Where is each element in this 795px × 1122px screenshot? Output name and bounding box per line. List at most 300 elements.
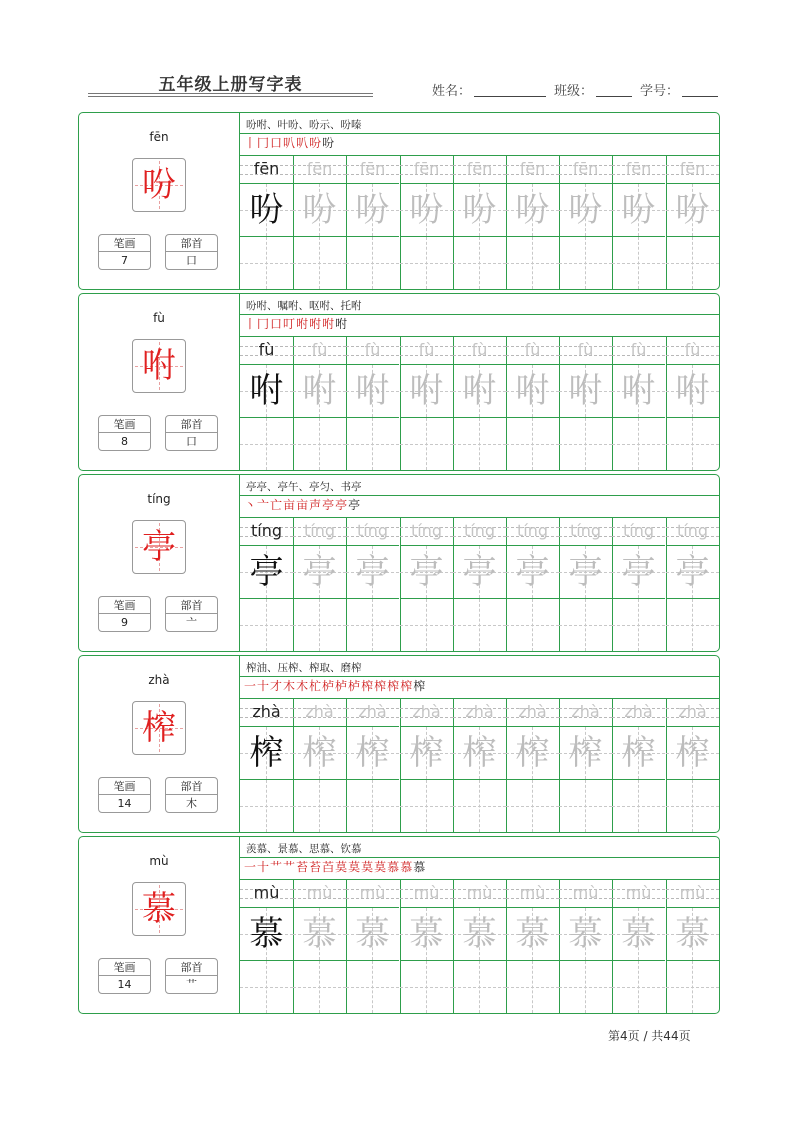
blank-practice-cell[interactable] — [293, 960, 346, 1013]
pinyin-trace: mù — [519, 883, 546, 902]
practice-column — [453, 518, 506, 651]
blank-practice-cell[interactable] — [612, 236, 665, 289]
char-trace: 吩 — [409, 190, 444, 230]
strokes-box — [98, 777, 151, 813]
blank-practice-cell[interactable] — [400, 779, 453, 832]
pinyin-cell[interactable] — [346, 699, 399, 726]
blank-practice-cell[interactable] — [612, 598, 665, 651]
practice-column — [506, 156, 559, 289]
stroke-step: 亩 — [296, 498, 310, 512]
character-card — [78, 655, 720, 833]
character-card — [78, 112, 720, 290]
pinyin-trace: fù — [418, 340, 435, 359]
practice-column — [559, 518, 612, 651]
pinyin-cell[interactable] — [506, 518, 559, 545]
char-trace: 榨 — [568, 733, 603, 773]
stroke-step: 榨 — [413, 679, 427, 693]
class-blank[interactable] — [596, 83, 632, 97]
pinyin-cell[interactable] — [293, 880, 346, 907]
stroke-step: 莫 — [335, 860, 349, 874]
pinyin-cell[interactable] — [400, 518, 453, 545]
char-trace: 亭 — [302, 552, 337, 592]
blank-practice-cell[interactable] — [559, 960, 612, 1013]
pinyin-trace: mù — [625, 883, 652, 902]
practice-column — [346, 518, 399, 651]
char-cell[interactable] — [453, 183, 506, 236]
pinyin-trace: fēn — [413, 159, 440, 178]
char-cell[interactable] — [612, 364, 665, 417]
pinyin-cell[interactable] — [400, 699, 453, 726]
pinyin-cell[interactable] — [506, 337, 559, 364]
char-trace: 亭 — [621, 552, 656, 592]
practice-column — [240, 518, 293, 651]
blank-practice-cell[interactable] — [506, 417, 559, 470]
blank-practice-cell[interactable] — [453, 960, 506, 1013]
blank-practice-cell[interactable] — [666, 960, 719, 1013]
blank-practice-cell[interactable] — [612, 417, 665, 470]
char-cell[interactable] — [293, 907, 346, 960]
char-trace: 慕 — [409, 914, 444, 954]
practice-column — [666, 880, 719, 1013]
pinyin-cell[interactable] — [559, 699, 612, 726]
pinyin-trace: fù — [364, 340, 381, 359]
char-cell[interactable] — [612, 907, 665, 960]
pinyin-cell[interactable] — [240, 518, 293, 545]
char-trace: 榨 — [355, 733, 390, 773]
stroke-step: 栌 — [335, 679, 349, 693]
char-trace: 咐 — [621, 371, 656, 411]
pinyin-sample: zhà — [252, 702, 281, 721]
practice-column — [666, 156, 719, 289]
practice-column — [612, 156, 665, 289]
stroke-step: 叮 — [283, 317, 297, 331]
stroke-step: 榨 — [374, 679, 388, 693]
char-trace: 吩 — [515, 190, 550, 230]
char-sample: 咐 — [249, 371, 284, 411]
practice-column — [506, 880, 559, 1013]
character-card — [78, 836, 720, 1014]
char-cell[interactable] — [559, 545, 612, 598]
pinyin-cell[interactable] — [612, 518, 665, 545]
blank-practice-cell[interactable] — [346, 236, 399, 289]
char-sample: 吩 — [249, 190, 284, 230]
blank-practice-cell[interactable] — [666, 779, 719, 832]
pinyin-trace: fù — [684, 340, 701, 359]
char-cell[interactable] — [346, 545, 399, 598]
blank-practice-cell[interactable] — [453, 236, 506, 289]
radical-box — [165, 958, 218, 994]
char-trace: 榨 — [302, 733, 337, 773]
pinyin-trace: zhà — [305, 702, 334, 721]
blank-practice-cell[interactable] — [506, 598, 559, 651]
pinyin-trace: tíng — [410, 521, 442, 540]
pinyin-trace: tíng — [463, 521, 495, 540]
char-cell[interactable] — [240, 545, 293, 598]
pinyin-cell[interactable] — [559, 880, 612, 907]
pinyin-trace: mù — [466, 883, 493, 902]
stroke-step: 艹 — [270, 860, 284, 874]
radical-value: 口 — [186, 254, 197, 267]
blank-practice-cell[interactable] — [346, 417, 399, 470]
blank-practice-cell[interactable] — [400, 960, 453, 1013]
blank-practice-cell[interactable] — [400, 598, 453, 651]
radical-label: 部首 — [166, 959, 217, 976]
pinyin-trace: zhà — [412, 702, 441, 721]
char-display-box — [132, 339, 186, 393]
char-cell[interactable] — [666, 364, 719, 417]
stroke-step: 吩 — [309, 136, 323, 150]
char-info-panel — [79, 837, 239, 1013]
char-trace: 亭 — [409, 552, 444, 592]
radical-label: 部首 — [166, 597, 217, 614]
blank-practice-cell[interactable] — [612, 779, 665, 832]
stroke-step: 十 — [257, 860, 271, 874]
stroke-step: 丨 — [244, 136, 258, 150]
page-number: 第4页 / 共44页 — [608, 1029, 691, 1043]
pinyin-trace: fù — [630, 340, 647, 359]
char-display: 慕 — [142, 889, 176, 929]
char-cell[interactable] — [240, 726, 293, 779]
pinyin-cell[interactable] — [666, 880, 719, 907]
pinyin-cell[interactable] — [240, 156, 293, 183]
char-cell[interactable] — [559, 907, 612, 960]
pinyin-cell[interactable] — [400, 156, 453, 183]
char-cell[interactable] — [666, 183, 719, 236]
char-cell[interactable] — [612, 726, 665, 779]
stroke-step: 咐 — [335, 317, 349, 331]
stroke-step: 莫 — [374, 860, 388, 874]
pinyin-trace: fēn — [625, 159, 652, 178]
char-cell[interactable] — [400, 907, 453, 960]
blank-practice-cell[interactable] — [293, 779, 346, 832]
stroke-step: 吩 — [322, 136, 336, 150]
practice-column — [559, 880, 612, 1013]
stroke-step: 慕 — [400, 860, 414, 874]
blank-practice-cell[interactable] — [240, 779, 293, 832]
stroke-step: 木 — [283, 679, 297, 693]
blank-practice-cell[interactable] — [346, 598, 399, 651]
char-display-box — [132, 158, 186, 212]
number-blank[interactable] — [682, 83, 718, 97]
char-trace: 咐 — [462, 371, 497, 411]
pinyin-sample: fēn — [253, 159, 280, 178]
blank-practice-cell[interactable] — [240, 236, 293, 289]
char-cell[interactable] — [506, 364, 559, 417]
char-trace: 慕 — [621, 914, 656, 954]
pinyin-cell[interactable] — [612, 699, 665, 726]
char-cell[interactable] — [666, 545, 719, 598]
char-cell[interactable] — [506, 545, 559, 598]
practice-column — [559, 156, 612, 289]
stroke-step: 一 — [244, 679, 258, 693]
strokes-box — [98, 596, 151, 632]
char-cell[interactable] — [612, 545, 665, 598]
pinyin-trace: mù — [413, 883, 440, 902]
char-cell[interactable] — [346, 364, 399, 417]
pinyin-cell[interactable] — [666, 156, 719, 183]
blank-practice-cell[interactable] — [400, 236, 453, 289]
strokes-box — [98, 234, 151, 270]
pinyin-cell[interactable] — [346, 518, 399, 545]
blank-practice-cell[interactable] — [666, 236, 719, 289]
char-trace: 亭 — [568, 552, 603, 592]
char-cell[interactable] — [240, 364, 293, 417]
char-cell[interactable] — [559, 364, 612, 417]
stroke-step: 亡 — [270, 498, 284, 512]
char-cell[interactable] — [666, 726, 719, 779]
stroke-step: 亭 — [322, 498, 336, 512]
char-cell[interactable] — [506, 726, 559, 779]
stroke-step: 莫 — [348, 860, 362, 874]
strokes-box — [98, 958, 151, 994]
stroke-step: 慕 — [413, 860, 427, 874]
blank-practice-cell[interactable] — [506, 960, 559, 1013]
char-cell[interactable] — [346, 907, 399, 960]
pinyin-trace: fù — [524, 340, 541, 359]
blank-practice-cell[interactable] — [453, 417, 506, 470]
stroke-step: 咐 — [296, 317, 310, 331]
pinyin-cell[interactable] — [612, 880, 665, 907]
blank-practice-cell[interactable] — [506, 779, 559, 832]
practice-panel — [240, 837, 719, 1013]
char-trace: 咐 — [302, 371, 337, 411]
char-pinyin: fēn — [149, 130, 169, 144]
pinyin-trace: fēn — [519, 159, 546, 178]
char-display-box — [132, 701, 186, 755]
character-card — [78, 474, 720, 652]
pinyin-cell[interactable] — [612, 156, 665, 183]
stroke-step: 冂 — [257, 317, 271, 331]
pinyin-cell[interactable] — [453, 518, 506, 545]
pinyin-cell[interactable] — [453, 880, 506, 907]
char-cell[interactable] — [400, 545, 453, 598]
pinyin-cell[interactable] — [559, 518, 612, 545]
pinyin-cell[interactable] — [453, 337, 506, 364]
blank-practice-cell[interactable] — [453, 598, 506, 651]
char-cell[interactable] — [453, 907, 506, 960]
blank-practice-cell[interactable] — [666, 417, 719, 470]
char-cell[interactable] — [559, 183, 612, 236]
blank-practice-cell[interactable] — [506, 236, 559, 289]
pinyin-cell[interactable] — [666, 699, 719, 726]
char-trace: 咐 — [515, 371, 550, 411]
char-cell[interactable] — [293, 726, 346, 779]
char-display-box — [132, 520, 186, 574]
pinyin-cell[interactable] — [240, 699, 293, 726]
blank-practice-cell[interactable] — [453, 779, 506, 832]
char-cell[interactable] — [666, 907, 719, 960]
pinyin-trace: fēn — [572, 159, 599, 178]
practice-column — [400, 518, 453, 651]
pinyin-trace: zhà — [358, 702, 387, 721]
practice-column — [400, 156, 453, 289]
stroke-step: 咐 — [309, 317, 323, 331]
practice-column — [346, 337, 399, 470]
blank-practice-cell[interactable] — [559, 236, 612, 289]
char-display: 亭 — [142, 527, 176, 567]
blank-practice-cell[interactable] — [400, 417, 453, 470]
blank-practice-cell[interactable] — [240, 960, 293, 1013]
blank-practice-cell[interactable] — [666, 598, 719, 651]
practice-grid — [240, 518, 719, 651]
pinyin-cell[interactable] — [293, 518, 346, 545]
name-blank[interactable] — [474, 83, 546, 97]
strokes-label: 笔画 — [99, 959, 150, 976]
title-underline-double — [88, 96, 373, 97]
pinyin-cell[interactable] — [506, 880, 559, 907]
char-trace: 慕 — [355, 914, 390, 954]
practice-column — [612, 337, 665, 470]
blank-practice-cell[interactable] — [240, 598, 293, 651]
pinyin-cell[interactable] — [612, 337, 665, 364]
word-examples: 羡慕、景慕、思慕、钦慕 — [246, 843, 362, 855]
char-trace: 亭 — [515, 552, 550, 592]
pinyin-cell[interactable] — [240, 337, 293, 364]
char-sample: 慕 — [249, 914, 284, 954]
pinyin-cell[interactable] — [453, 156, 506, 183]
practice-column — [293, 518, 346, 651]
char-cell[interactable] — [293, 364, 346, 417]
blank-practice-cell[interactable] — [346, 779, 399, 832]
pinyin-cell[interactable] — [293, 156, 346, 183]
pinyin-cell[interactable] — [506, 699, 559, 726]
char-cell[interactable] — [293, 545, 346, 598]
strokes-count: 7 — [121, 254, 128, 267]
pinyin-cell[interactable] — [666, 518, 719, 545]
stroke-step: 叭 — [296, 136, 310, 150]
stroke-step: 苔 — [309, 860, 323, 874]
pinyin-cell[interactable] — [240, 880, 293, 907]
practice-column — [240, 156, 293, 289]
char-cell[interactable] — [559, 726, 612, 779]
pinyin-cell[interactable] — [400, 337, 453, 364]
practice-column — [400, 880, 453, 1013]
char-cell[interactable] — [453, 545, 506, 598]
pinyin-cell[interactable] — [293, 337, 346, 364]
practice-column — [559, 337, 612, 470]
radical-label: 部首 — [166, 416, 217, 433]
blank-practice-cell[interactable] — [293, 236, 346, 289]
char-cell[interactable] — [506, 183, 559, 236]
pinyin-cell[interactable] — [559, 337, 612, 364]
char-trace: 吩 — [355, 190, 390, 230]
pinyin-trace: tíng — [569, 521, 601, 540]
char-cell[interactable] — [453, 726, 506, 779]
char-cell[interactable] — [400, 183, 453, 236]
pinyin-cell[interactable] — [346, 337, 399, 364]
char-trace: 慕 — [675, 914, 710, 954]
pinyin-cell[interactable] — [559, 156, 612, 183]
radical-box — [165, 234, 218, 270]
radical-box — [165, 596, 218, 632]
pinyin-trace: tíng — [622, 521, 654, 540]
blank-practice-cell[interactable] — [559, 417, 612, 470]
strokes-count: 8 — [121, 435, 128, 448]
pinyin-cell[interactable] — [506, 156, 559, 183]
number-field — [640, 80, 718, 99]
strokes-count: 9 — [121, 616, 128, 629]
strokes-label: 笔画 — [99, 416, 150, 433]
stroke-step: 榨 — [400, 679, 414, 693]
blank-practice-cell[interactable] — [293, 417, 346, 470]
char-pinyin: mù — [149, 854, 169, 868]
pinyin-sample: mù — [253, 883, 280, 902]
char-display: 吩 — [142, 165, 176, 205]
stroke-step: 咐 — [322, 317, 336, 331]
stroke-order — [244, 314, 348, 334]
blank-practice-cell[interactable] — [346, 960, 399, 1013]
char-cell[interactable] — [506, 907, 559, 960]
char-trace: 榨 — [675, 733, 710, 773]
word-examples: 榨油、压榨、榨取、磨榨 — [246, 662, 362, 674]
char-trace: 榨 — [515, 733, 550, 773]
stroke-step: 口 — [270, 136, 284, 150]
practice-column — [453, 337, 506, 470]
pinyin-cell[interactable] — [346, 156, 399, 183]
char-cell[interactable] — [346, 726, 399, 779]
pinyin-trace: mù — [359, 883, 386, 902]
practice-panel — [240, 475, 719, 651]
pinyin-cell[interactable] — [346, 880, 399, 907]
pinyin-cell[interactable] — [453, 699, 506, 726]
char-cell[interactable] — [240, 907, 293, 960]
pinyin-cell[interactable] — [666, 337, 719, 364]
blank-practice-cell[interactable] — [559, 598, 612, 651]
number-label: 学号： — [640, 84, 680, 99]
practice-column — [453, 880, 506, 1013]
pinyin-sample: fù — [258, 340, 275, 359]
pinyin-trace: zhà — [518, 702, 547, 721]
pinyin-trace: zhà — [465, 702, 494, 721]
pinyin-trace: tíng — [356, 521, 388, 540]
strokes-count: 14 — [117, 978, 132, 991]
pinyin-trace: fēn — [679, 159, 706, 178]
char-cell[interactable] — [453, 364, 506, 417]
strokes-count: 14 — [117, 797, 132, 810]
page-header — [0, 0, 795, 110]
pinyin-trace: zhà — [624, 702, 653, 721]
blank-practice-cell[interactable] — [240, 417, 293, 470]
stroke-step: 艹 — [283, 860, 297, 874]
practice-column — [666, 518, 719, 651]
practice-column — [346, 880, 399, 1013]
char-cell[interactable] — [400, 726, 453, 779]
stroke-step: 木 — [296, 679, 310, 693]
char-pinyin: tíng — [147, 492, 171, 506]
class-label: 班级： — [554, 84, 594, 99]
pinyin-trace: zhà — [678, 702, 707, 721]
blank-practice-cell[interactable] — [612, 960, 665, 1013]
pinyin-cell[interactable] — [400, 880, 453, 907]
char-cell[interactable] — [400, 364, 453, 417]
pinyin-trace: mù — [679, 883, 706, 902]
stroke-step: 苔 — [296, 860, 310, 874]
practice-column — [666, 699, 719, 832]
char-cell[interactable] — [240, 183, 293, 236]
radical-label: 部首 — [166, 778, 217, 795]
blank-practice-cell[interactable] — [559, 779, 612, 832]
pinyin-cell[interactable] — [293, 699, 346, 726]
pinyin-trace: tíng — [676, 521, 708, 540]
stroke-step: 丶 — [244, 498, 258, 512]
char-cell[interactable] — [612, 183, 665, 236]
practice-column — [666, 337, 719, 470]
char-cell[interactable] — [293, 183, 346, 236]
char-cell[interactable] — [346, 183, 399, 236]
char-sample: 亭 — [249, 552, 284, 592]
pinyin-trace: zhà — [571, 702, 600, 721]
blank-practice-cell[interactable] — [293, 598, 346, 651]
